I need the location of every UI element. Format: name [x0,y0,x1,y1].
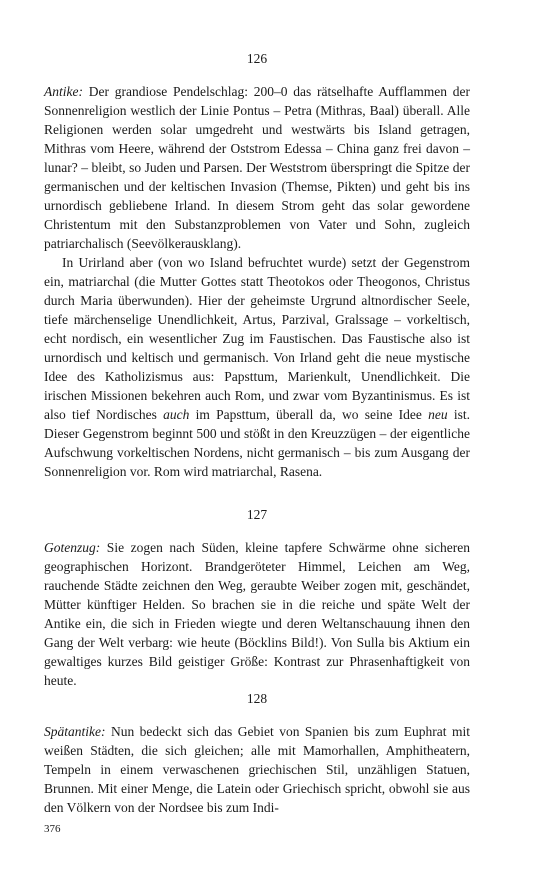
paragraph-spaetantike [44,722,470,817]
section-number-127: 127 [246,507,268,522]
section-number-128: 128 [246,691,268,706]
paragraph-text-gotenzug: Sie zogen nach Süden, kleine tapfere Schwärme ohne sicheren geographischen Horizont. Brandgeröteter Himmel, Leichen am Weg, rauchende Städte zeichnen den Weg, geraubte Weiber zogen mit, geschändet, Mütter künftiger Helden. So brachen sie in die reiche und späte Welt der Antike ein, die sich in Frieden wiegte und deren Weltanschauung ihnen den Gang der Welt verbarg: wie heute (Böcklins Bild!). Von Sulla bis Aktium ein gewaltiges kurzes Bild geistiger Größe: Kontrast zur Phrasenhaftigkeit von heute. [44,540,470,688]
section-number-126: 126 [246,51,268,66]
paragraph-text-antike: Der grandiose Pendelschlag: 200–0 das rätselhafte Aufflammen der Sonnenreligion westlich der Linie Pontus – Petra (Mithras, Baal) überall. Alle Religionen werden solar umgedreht und westwärts bis Island getragen, Mithras vom Heere, während der Oststrom Edessa – China ganz frei davon – lunar? – bleibt, so Juden und Parsen. Der Weststrom überspringt die Spitze der germanischen und der keltischen Invasion (Themse, Pikten) und geht bis ins urnordisch gebliebene Irland. In diesem Strom geht das solar gewordene Christentum mit den Substanzproblemen von Vater und Sohn, zugleich patriarchalisch (Seevölkerausklang). [44,84,470,251]
paragraph-text-spaetantike: Nun bedeckt sich das Gebiet von Spanien bis zum Euphrat mit weißen Städten, die sich gleichen; alle mit Mamorhallen, Amphitheatern, Tempeln in einem verwaschenen griechischen Stil, unzähligen Statuen, Brunnen. Mit einer Menge, die Latein oder Griechisch spricht, obwohl sie aus den Völkern von der Nordsee bis zum Indi- [44,724,470,815]
paragraph-text-urirland-b: im Papsttum, überall da, wo seine Idee [189,407,429,422]
paragraph-antike [44,82,470,253]
paragraph-text-urirland-a: In Urirland aber (von wo Island befruchtet wurde) setzt der Gegenstrom ein, matriarchal (die Mutter Gottes statt Theotokos oder Theogonos, Christus durch Maria überwunden). Hier der geheimste Urgrund altnordischer Seele, tiefe märchenselige Unendlichkeit, Artus, Parzival, Gralssage – vorkeltisch, echt nordisch, ein wesentlicher Zug im Faustischen. Das Faustische also ist urnordisch und keltisch und germanisch. Von Irland geht die neue mystische Idee des Katholizismus aus: Papsttum, Marienkult, Unendlichkeit. Die irischen Missionen bekehren auch Rom, und zwar vom Byzantinismus. Es ist also tief Nordisches [44,255,470,422]
paragraph-lead-antike: Antike: [44,84,83,99]
emphasis-auch: auch [163,407,190,422]
emphasis-neu: neu [428,407,448,422]
paragraph-lead-gotenzug: Gotenzug: [44,540,101,555]
paragraph-text-urirland-c: ist. Dieser Gegenstrom beginnt 500 und stößt in den Kreuzzügen – der eigentliche Aufschwung vorkeltischen Nordens, nicht germanisch – bis zum Ausgang der Sonnenreligion vor. Rom wird matriarchal, Rasena. [44,407,470,479]
page-folio: 376 [44,823,61,835]
paragraph-urirland [44,253,470,481]
paragraph-lead-spaetantike: Spätantike: [44,724,106,739]
paragraph-gotenzug [44,538,470,690]
